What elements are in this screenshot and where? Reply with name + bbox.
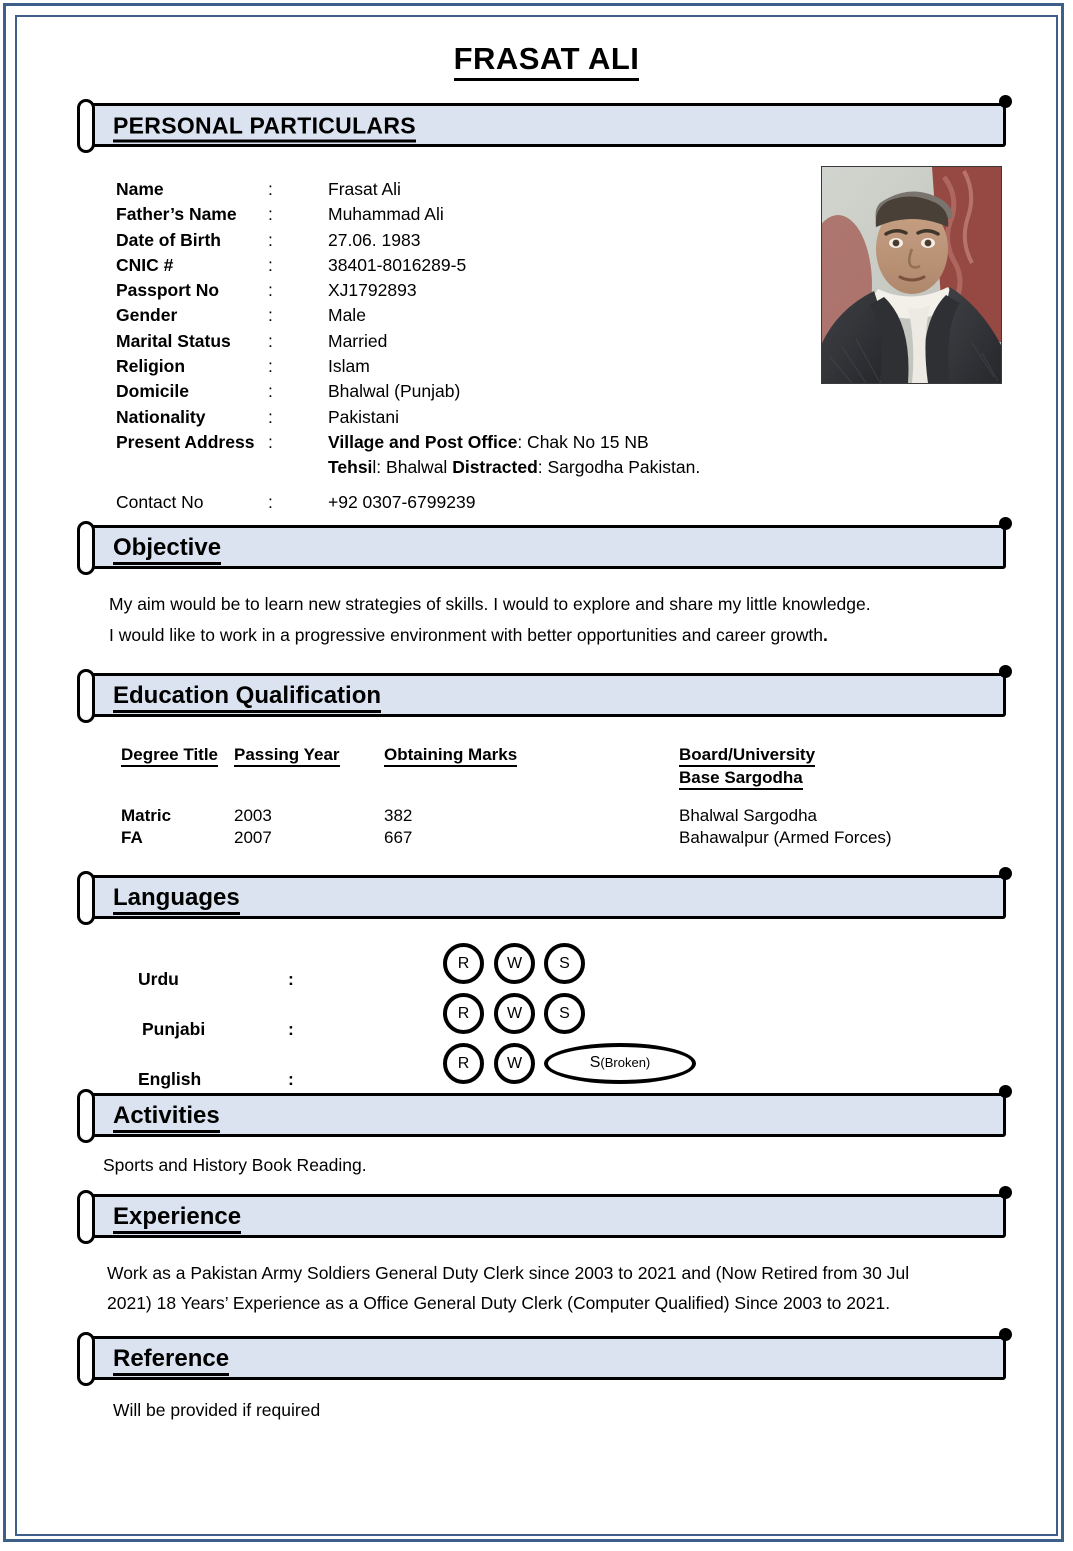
language-row-english bbox=[33, 1043, 1060, 1093]
cell-year: 2003 bbox=[234, 806, 272, 825]
field-colon: : bbox=[268, 381, 273, 402]
column-header-year: Passing Year bbox=[234, 745, 384, 767]
field-value: 27.06. 1983 bbox=[328, 229, 421, 250]
field-colon: : bbox=[268, 305, 273, 326]
section-heading-experience: Experience bbox=[113, 1203, 241, 1231]
broken-note: (Broken) bbox=[600, 1055, 651, 1070]
address-district-bold: Distracted bbox=[452, 457, 538, 478]
section-heading-activities: Activities bbox=[113, 1102, 220, 1130]
skill-bubble-read: R bbox=[443, 943, 484, 984]
field-value: 38401-8016289-5 bbox=[328, 254, 467, 275]
section-heading-reference: Reference bbox=[113, 1345, 229, 1373]
banner-left-spine bbox=[77, 1089, 95, 1143]
table-row bbox=[116, 405, 700, 430]
banner-knob-icon bbox=[999, 665, 1012, 678]
section-banner-personal bbox=[77, 99, 1016, 153]
page-inner-border bbox=[15, 15, 1058, 1536]
field-label-contact: Contact No bbox=[116, 491, 204, 512]
page-title-text: FRASAT ALI bbox=[454, 41, 640, 81]
field-value: Frasat Ali bbox=[328, 179, 401, 199]
banner-left-spine bbox=[77, 99, 95, 153]
portrait-photo-icon bbox=[822, 167, 1001, 383]
table-row bbox=[116, 177, 700, 202]
banner-knob-icon bbox=[999, 1328, 1012, 1341]
table-row bbox=[116, 253, 700, 278]
address-tehsil-mid: l: Bhalwal bbox=[372, 457, 453, 478]
address-tehsil-bold: Tehsi bbox=[328, 457, 373, 478]
section-banner-languages bbox=[77, 871, 1016, 925]
field-colon: : bbox=[268, 229, 273, 250]
table-row-address-2 bbox=[116, 455, 700, 480]
field-label: CNIC # bbox=[116, 254, 174, 275]
column-subheader-base: Base Sargodha bbox=[679, 767, 892, 789]
banner-left-spine bbox=[77, 871, 95, 925]
skill-bubble-speak: S bbox=[544, 993, 585, 1034]
field-label: Father’s Name bbox=[116, 204, 237, 225]
page-title bbox=[33, 41, 1060, 77]
banner-left-spine bbox=[77, 1190, 95, 1244]
objective-text bbox=[109, 589, 1000, 651]
table-row-address bbox=[116, 430, 700, 455]
experience-line-1: Work as a Pakistan Army Soldiers General Duty Clerk since 2003 to 2021 and (Now Retired from 30 Jul bbox=[107, 1263, 910, 1283]
section-banner-education bbox=[77, 669, 1016, 723]
section-banner-activities bbox=[77, 1089, 1016, 1143]
language-row-punjabi bbox=[33, 993, 1060, 1043]
avatar bbox=[821, 166, 1002, 384]
objective-line-1: My aim would be to learn new strategies of skills. I would to explore and share my little knowledge. bbox=[109, 594, 871, 614]
field-label: Present Address bbox=[116, 431, 255, 452]
table-row-contact bbox=[116, 490, 700, 515]
field-value: Pakistani bbox=[328, 406, 400, 427]
field-label: Domicile bbox=[116, 381, 189, 402]
banner-knob-icon bbox=[999, 95, 1012, 108]
table-row bbox=[116, 202, 700, 227]
field-value: Bhalwal (Punjab) bbox=[328, 381, 461, 402]
field-label: Date of Birth bbox=[116, 229, 221, 250]
skill-bubble-write: W bbox=[494, 943, 535, 984]
section-heading-personal: PERSONAL PARTICULARS bbox=[113, 113, 416, 140]
field-colon: : bbox=[268, 330, 273, 351]
cell-degree: Matric bbox=[121, 806, 172, 825]
skill-bubble-speak: S bbox=[544, 943, 585, 984]
field-value-address-line1 bbox=[328, 430, 700, 455]
banner-left-spine bbox=[77, 521, 95, 575]
field-value: XJ1792893 bbox=[328, 280, 417, 301]
field-value: Male bbox=[328, 305, 366, 326]
section-heading-education: Education Qualification bbox=[113, 682, 381, 710]
field-colon: : bbox=[268, 406, 273, 427]
page-outer-border bbox=[3, 3, 1064, 1542]
table-row bbox=[116, 228, 700, 253]
field-label: Nationality bbox=[116, 406, 206, 427]
cell-marks: 667 bbox=[384, 828, 413, 847]
banner-knob-icon bbox=[999, 867, 1012, 880]
banner-bar bbox=[91, 525, 1006, 569]
table-row bbox=[116, 354, 700, 379]
table-row bbox=[116, 329, 700, 354]
experience-text bbox=[107, 1258, 1004, 1318]
field-colon: : bbox=[268, 204, 273, 225]
cell-board: Bahawalpur (Armed Forces) bbox=[679, 828, 892, 847]
skill-bubble-write: W bbox=[494, 1043, 535, 1084]
experience-line-2: 2021) 18 Years’ Experience as a Office General Duty Clerk (Computer Qualified) Since 2003 to 2021. bbox=[107, 1293, 891, 1313]
field-label: Religion bbox=[116, 356, 186, 377]
section-banner-experience bbox=[77, 1190, 1016, 1244]
table-row bbox=[121, 805, 892, 827]
cell-marks: 382 bbox=[384, 806, 413, 825]
field-value: Married bbox=[328, 330, 388, 351]
cell-board: Bhalwal Sargodha bbox=[679, 806, 817, 825]
address-district-rest: : Sargodha Pakistan. bbox=[537, 457, 701, 478]
language-name: Punjabi bbox=[142, 1019, 206, 1039]
reference-text: Will be provided if required bbox=[113, 1400, 321, 1420]
table-row bbox=[121, 827, 892, 849]
personal-details-table bbox=[116, 177, 700, 515]
broken-letter: S bbox=[589, 1054, 601, 1071]
table-row bbox=[116, 379, 700, 404]
banner-knob-icon bbox=[999, 1186, 1012, 1199]
row-spacer bbox=[116, 481, 700, 490]
section-heading-languages: Languages bbox=[113, 884, 240, 912]
address-line1-rest: : Chak No 15 NB bbox=[517, 431, 649, 452]
field-colon: : bbox=[268, 280, 273, 301]
field-colon: : bbox=[268, 254, 273, 275]
document-content bbox=[33, 31, 1060, 1542]
field-value: Islam bbox=[328, 356, 370, 377]
language-colon: : bbox=[288, 1069, 294, 1089]
section-banner-objective bbox=[77, 521, 1016, 575]
personal-particulars-block bbox=[33, 169, 1060, 521]
languages-block bbox=[33, 939, 1060, 1089]
banner-left-spine bbox=[77, 1332, 95, 1386]
section-banner-reference bbox=[77, 1332, 1016, 1386]
column-header-board: Board/University bbox=[679, 745, 892, 767]
table-header-row bbox=[121, 745, 892, 767]
address-line1-bold: Village and Post Office bbox=[328, 431, 518, 452]
column-header-marks: Obtaining Marks bbox=[384, 745, 679, 767]
banner-knob-icon bbox=[999, 1085, 1012, 1098]
field-value: Muhammad Ali bbox=[328, 204, 444, 225]
field-value-address-line2 bbox=[328, 455, 700, 480]
field-label: Gender bbox=[116, 305, 178, 326]
objective-line-2: I would like to work in a progressive environment with better opportunities and career growth. bbox=[109, 625, 828, 645]
field-label: Passport No bbox=[116, 280, 220, 301]
table-row bbox=[116, 303, 700, 328]
skill-bubble-read: R bbox=[443, 993, 484, 1034]
language-name: English bbox=[138, 1069, 202, 1089]
language-colon: : bbox=[288, 1019, 294, 1039]
row-spacer bbox=[121, 789, 892, 805]
language-row-urdu bbox=[33, 943, 1060, 993]
section-heading-objective: Objective bbox=[113, 534, 221, 562]
field-colon: : bbox=[268, 431, 273, 452]
field-colon: : bbox=[268, 491, 273, 512]
activities-text: Sports and History Book Reading. bbox=[103, 1155, 367, 1175]
language-name: Urdu bbox=[138, 969, 179, 989]
field-value-contact: +92 0307-6799239 bbox=[328, 491, 476, 512]
language-colon: : bbox=[288, 969, 294, 989]
cell-degree: FA bbox=[121, 828, 143, 847]
skill-bubble-write: W bbox=[494, 993, 535, 1034]
field-colon: : bbox=[268, 356, 273, 377]
education-table bbox=[121, 745, 892, 849]
table-subheader-row bbox=[121, 767, 892, 789]
field-label: Name bbox=[116, 179, 164, 199]
banner-bar bbox=[91, 1093, 1006, 1137]
table-row bbox=[116, 278, 700, 303]
column-header-degree: Degree Title bbox=[121, 745, 234, 767]
field-label: Marital Status bbox=[116, 330, 231, 351]
skill-bubble-speak-broken bbox=[544, 1043, 696, 1084]
field-colon: : bbox=[268, 179, 273, 199]
banner-knob-icon bbox=[999, 517, 1012, 530]
banner-left-spine bbox=[77, 669, 95, 723]
cell-year: 2007 bbox=[234, 828, 272, 847]
skill-bubble-read: R bbox=[443, 1043, 484, 1084]
